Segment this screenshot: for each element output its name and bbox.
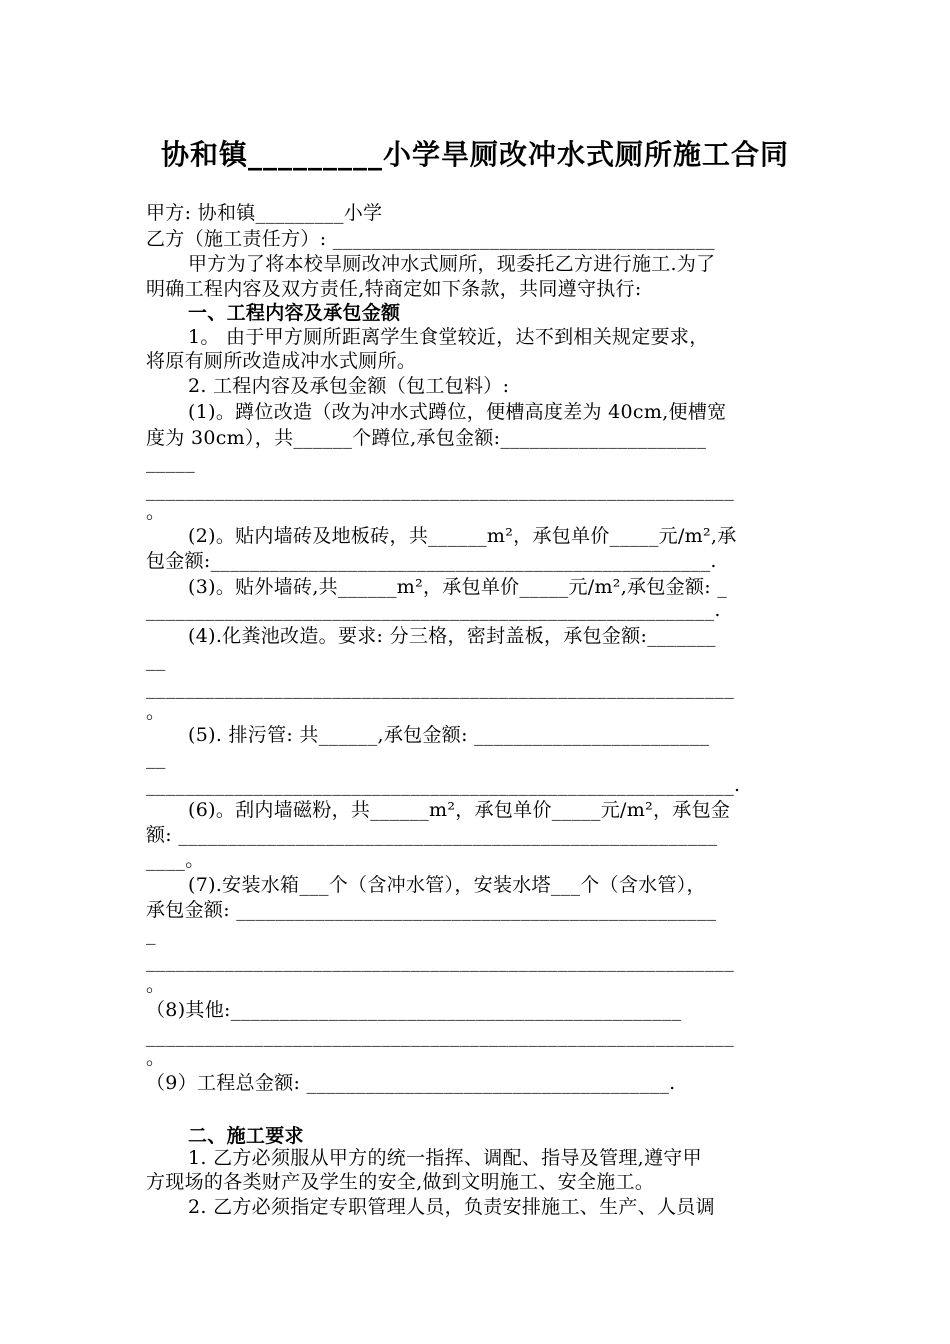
req-1-line-1: 1. 乙方必须服从甲方的统一指挥、调配、指导及管理,遵守甲 xyxy=(188,1147,702,1169)
section-1-heading: 一、工程内容及承包金额 xyxy=(188,302,401,324)
item-4-line-2: __ xyxy=(146,649,166,671)
req-2-line-1: 2. 乙方必须指定专职管理人员，负责安排施工、生产、人员调 xyxy=(188,1196,715,1218)
item-7-line-5: 。 xyxy=(146,974,166,996)
item-5-line-1: (5). 排污管: 共______,承包金额: ________________________ xyxy=(188,724,710,746)
item-7-line-2: 承包金额: _________________________________________________ xyxy=(146,899,717,921)
clause-2-heading: 2. 工程内容及承包金额（包工包料）: xyxy=(188,375,510,397)
party-a-line: 甲方: 协和镇_________小学 xyxy=(146,202,383,224)
item-1-line-5: 。 xyxy=(146,501,166,523)
item-8-line-3: 。 xyxy=(146,1047,166,1069)
item-7-line-3: _ xyxy=(146,923,156,945)
item-6-line-1: (6)。刮内墙磁粉，共______m²，承包单价_____元/m²，承包金 xyxy=(188,799,731,821)
item-1-line-3: _____ xyxy=(146,451,195,473)
item-7-line-4: ____________________________________________________________ xyxy=(146,950,734,972)
item-8-line-1: （8)其他:______________________________________________ xyxy=(146,999,682,1021)
item-3-line-1: (3)。贴外墙砖,共______m²，承包单价_____元/m²,承包金额: _ xyxy=(188,576,728,598)
clause-1-line-2: 将原有厕所改造成冲水式厕所。 xyxy=(146,350,417,372)
item-7-line-1: (7).安装水箱___个（含冲水管），安装水塔___个（含水管）， xyxy=(188,874,706,896)
item-1-line-2: 度为 30cm），共______个蹲位,承包金额:_____________________ xyxy=(146,427,707,449)
item-5-line-3: ____________________________________________________________. xyxy=(146,774,741,796)
item-9-total: （9）工程总金额: _____________________________________. xyxy=(146,1072,676,1094)
item-6-line-3: ____。 xyxy=(146,849,205,871)
item-8-line-2: ____________________________________________________________ xyxy=(146,1025,734,1047)
item-2-line-1: (2)。贴内墙砖及地板砖，共______m²，承包单价_____元/m²,承 xyxy=(188,525,737,547)
item-2-line-2: 包金额:___________________________________________________. xyxy=(146,550,717,572)
contract-title: 协和镇_________小学旱厕改冲水式厕所施工合同 xyxy=(160,138,789,171)
item-1-line-4: ____________________________________________________________ xyxy=(146,479,734,501)
req-1-line-2: 方现场的各类财产及学生的安全,做到文明施工、安全施工。 xyxy=(146,1171,655,1193)
item-4-line-4: 。 xyxy=(146,701,166,723)
item-6-line-2: 额: _______________________________________________________ xyxy=(146,824,718,846)
item-3-line-2: __________________________________________________________. xyxy=(146,599,721,621)
item-4-line-3: ____________________________________________________________ xyxy=(146,677,734,699)
section-2-heading: 二、施工要求 xyxy=(188,1125,304,1147)
party-b-line: 乙方（施工责任方）: _______________________________________ xyxy=(146,228,715,250)
intro-line-1: 甲方为了将本校旱厕改冲水式厕所，现委托乙方进行施工.为了 xyxy=(188,253,716,275)
item-5-line-2: __ xyxy=(146,747,166,769)
item-1-line-1: (1)。蹲位改造（改为冲水式蹲位，便槽高度差为 40cm,便槽宽 xyxy=(188,401,727,423)
intro-line-2: 明确工程内容及双方责任,特商定如下条款，共同遵守执行: xyxy=(146,278,642,300)
item-4-line-1: (4).化粪池改造。要求: 分三格，密封盖板，承包金额:_______ xyxy=(188,625,716,647)
clause-1-line-1: 1。 由于甲方厕所距离学生食堂较近，达不到相关规定要求， xyxy=(188,326,709,348)
